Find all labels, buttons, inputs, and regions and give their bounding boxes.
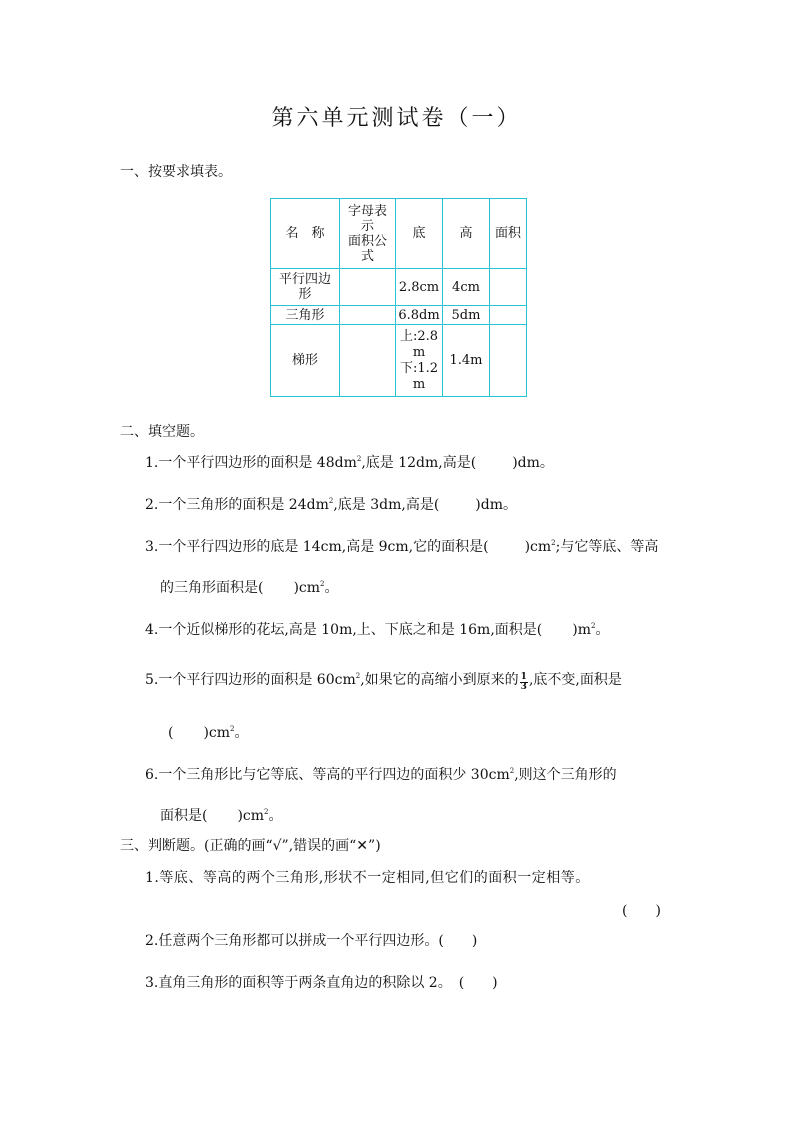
q-text: 5.一个平行四边形的面积是 60cm bbox=[145, 672, 356, 688]
row-base: 2.8cm bbox=[396, 269, 443, 306]
q-sup: 2 bbox=[591, 622, 596, 630]
row-name bbox=[271, 269, 340, 306]
q-text: 。 bbox=[324, 580, 339, 596]
header-height: 高 bbox=[443, 199, 490, 269]
row-base-line: 上:2.8 bbox=[399, 328, 439, 344]
header-formula bbox=[340, 199, 396, 269]
q-sup: 2 bbox=[320, 580, 325, 588]
row-base-line: m bbox=[412, 344, 426, 360]
judge-question-1: 1.等底、等高的两个三角形,形状不一定相同,但它们的面积一定相等。 bbox=[145, 870, 590, 886]
fill-question-1 bbox=[145, 452, 554, 472]
row-base: 6.8dm bbox=[396, 306, 443, 325]
q-text: )m bbox=[572, 622, 591, 638]
row-height: 5dm bbox=[443, 306, 490, 325]
q-text: 4.一个近似梯形的花坛,高是 10m,上、下底之和是 16m,面积是( bbox=[145, 622, 543, 638]
q-text: ,底是 12dm,高是( bbox=[361, 455, 477, 471]
row-name: 三角形 bbox=[271, 306, 340, 325]
q-text: 面积是( bbox=[160, 808, 208, 824]
header-area: 面积 bbox=[490, 199, 527, 269]
q-sup: 2 bbox=[264, 808, 269, 816]
row-formula-cell[interactable] bbox=[340, 325, 396, 397]
fill-question-3-line2 bbox=[160, 577, 339, 597]
q-sup: 2 bbox=[355, 672, 361, 680]
header-formula-line: 面积公 bbox=[347, 233, 387, 249]
q-text: )cm bbox=[237, 808, 265, 824]
q-text: ,如果它的高缩小到原来的 bbox=[360, 672, 519, 688]
row-name-line: 形 bbox=[298, 287, 312, 302]
judge-question-2: 2.任意两个三角形都可以拼成一个平行四边形。( ) bbox=[145, 933, 478, 949]
formula-table bbox=[270, 198, 527, 397]
q-sup: 2 bbox=[509, 767, 515, 775]
section1-heading: 一、按要求填表。 bbox=[120, 164, 232, 180]
q-text: ,底是 3dm,高是( bbox=[333, 497, 440, 513]
header-name: 名 称 bbox=[271, 199, 340, 269]
fraction-denominator: 3 bbox=[520, 682, 527, 692]
q-text: ;与它等底、等高 bbox=[555, 539, 659, 555]
row-base bbox=[396, 325, 443, 397]
fill-question-6 bbox=[145, 764, 617, 784]
table-header-row bbox=[271, 199, 527, 269]
fraction-numerator: 1 bbox=[520, 672, 527, 682]
q-sup: 2 bbox=[551, 539, 556, 547]
table-row bbox=[271, 325, 527, 397]
row-area-cell[interactable] bbox=[490, 269, 527, 306]
fraction-one-third bbox=[520, 673, 528, 692]
table-row bbox=[271, 306, 527, 325]
row-formula-cell[interactable] bbox=[340, 306, 396, 325]
q-text: 1.一个平行四边形的面积是 48dm bbox=[145, 455, 357, 471]
header-formula-line: 式 bbox=[360, 248, 374, 264]
q-sup: 2 bbox=[328, 497, 334, 505]
row-name-line: 平行四边 bbox=[278, 272, 331, 287]
fill-question-5-line2 bbox=[168, 722, 249, 742]
q-text: 。 bbox=[268, 808, 283, 824]
row-formula-cell[interactable] bbox=[340, 269, 396, 306]
header-formula-line: 字母表 bbox=[347, 203, 387, 219]
q-text: ,底不变,面积是 bbox=[528, 672, 622, 688]
header-formula-line: 示 bbox=[360, 218, 374, 234]
q-text: )cm bbox=[293, 580, 321, 596]
judge-answer-1[interactable]: ( ) bbox=[622, 903, 661, 919]
row-height: 1.4m bbox=[443, 325, 490, 397]
q-text: 。 bbox=[234, 725, 249, 741]
table-row bbox=[271, 269, 527, 306]
row-area-cell[interactable] bbox=[490, 306, 527, 325]
page-title: 第六单元测试卷（一） bbox=[271, 106, 522, 131]
q-text: 。 bbox=[595, 622, 610, 638]
q-text: )cm bbox=[203, 725, 231, 741]
fill-question-6-line2 bbox=[160, 805, 283, 825]
header-base: 底 bbox=[396, 199, 443, 269]
q-text: 的三角形面积是( bbox=[160, 580, 264, 596]
fill-question-4 bbox=[145, 619, 609, 639]
row-base-line: m bbox=[412, 376, 426, 392]
q-sup: 2 bbox=[230, 725, 235, 733]
row-height: 4cm bbox=[443, 269, 490, 306]
q-text: )cm bbox=[524, 539, 552, 555]
q-text: 3.一个平行四边形的底是 14cm,高是 9cm,它的面积是( bbox=[145, 539, 489, 555]
row-name: 梯形 bbox=[271, 325, 340, 397]
q-text: )dm。 bbox=[512, 455, 554, 471]
row-area-cell[interactable] bbox=[490, 325, 527, 397]
fill-question-5 bbox=[145, 669, 622, 692]
section3-heading: 三、判断题。(正确的画“√”,错误的画“✕”) bbox=[120, 838, 381, 854]
q-text: 6.一个三角形比与它等底、等高的平行四边的面积少 30cm bbox=[145, 767, 510, 783]
q-text: ,则这个三角形的 bbox=[514, 767, 617, 783]
q-text: 2.一个三角形的面积是 24dm bbox=[145, 497, 329, 513]
q-sup: 2 bbox=[356, 455, 362, 463]
q-text: )dm。 bbox=[475, 497, 517, 513]
judge-question-3: 3.直角三角形的面积等于两条直角边的积除以 2。 ( ) bbox=[145, 975, 498, 991]
q-text: ( bbox=[168, 725, 174, 741]
fill-question-2 bbox=[145, 494, 517, 514]
fill-question-3 bbox=[145, 536, 658, 556]
row-base-line: 下:1.2 bbox=[399, 360, 439, 376]
section2-heading: 二、填空题。 bbox=[120, 424, 204, 440]
